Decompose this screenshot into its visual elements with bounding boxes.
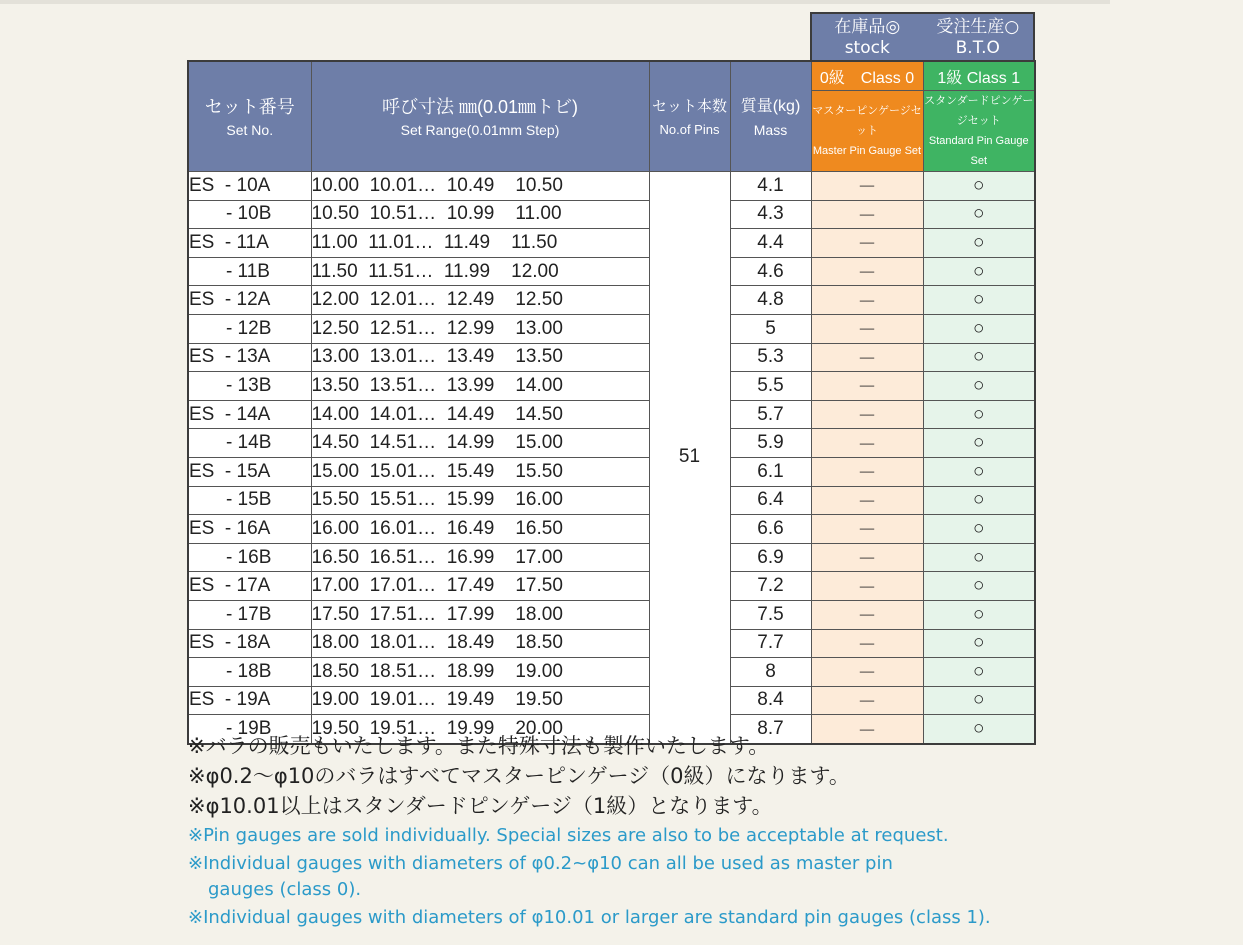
range-cell: 14.50 14.51… 14.99 15.00 [311,429,649,458]
range-cell: 12.50 12.51… 12.99 13.00 [311,314,649,343]
mass-cell: 4.6 [730,257,811,286]
class0-availability-cell: － [811,658,923,687]
table-row [188,572,1035,601]
col-header-class0: 0級 Class 0 [811,61,923,91]
note-en-3: ※Individual gauges with diameters of φ10.01 or larger are standard pin gauges (class 1). [188,907,991,928]
table-row [188,658,1035,687]
range-cell: 11.00 11.01… 11.49 11.50 [311,229,649,258]
mass-cell: 7.7 [730,629,811,658]
range-cell: 17.00 17.01… 17.49 17.50 [311,572,649,601]
class0-availability-cell: － [811,314,923,343]
mass-cell: 5.7 [730,400,811,429]
class1-availability-cell: ○ [923,343,1035,372]
set-no-cell: ES - 11A [188,229,311,258]
col-header-pins: セット本数 No.of Pins [649,61,730,172]
mass-cell: 7.2 [730,572,811,601]
set-no-cell: ES - 10A [188,172,311,201]
class0-availability-cell: － [811,343,923,372]
class1-availability-cell: ○ [923,600,1035,629]
table-row [188,200,1035,229]
availability-header [810,12,1035,60]
set-no-cell: - 15B [188,486,311,515]
set-no-cell: ES - 13A [188,343,311,372]
class1-availability-cell: ○ [923,286,1035,315]
range-cell: 13.00 13.01… 13.49 13.50 [311,343,649,372]
set-no-cell: ES - 14A [188,400,311,429]
mass-cell: 8 [730,658,811,687]
class1-availability-cell: ○ [923,172,1035,201]
mass-cell: 4.8 [730,286,811,315]
set-no-cell: - 17B [188,600,311,629]
class0-availability-cell: － [811,600,923,629]
class0-availability-cell: － [811,372,923,401]
class0-availability-cell: － [811,229,923,258]
bto-label: 受注生産○ B.T.O [936,17,1020,58]
class1-availability-cell: ○ [923,572,1035,601]
table-row [188,486,1035,515]
class1-availability-cell: ○ [923,457,1035,486]
table-row [188,429,1035,458]
set-no-cell: - 14B [188,429,311,458]
class1-availability-cell: ○ [923,629,1035,658]
col-header-set-no: セット番号 Set No. [188,61,311,172]
class0-availability-cell: － [811,172,923,201]
notes [188,731,1038,931]
table-row [188,686,1035,715]
range-cell: 11.50 11.51… 11.99 12.00 [311,257,649,286]
table-row [188,400,1035,429]
set-no-cell: - 11B [188,257,311,286]
class1-availability-cell: ○ [923,314,1035,343]
pin-gauge-set-table [187,60,1036,745]
note-en-1: ※Pin gauges are sold individually. Special sizes are also to be acceptable at request. [188,825,949,846]
class1-availability-cell: ○ [923,715,1035,744]
range-cell: 18.00 18.01… 18.49 18.50 [311,629,649,658]
class0-availability-cell: － [811,486,923,515]
col-header-range: 呼び寸法 ㎜(0.01㎜トビ) Set Range(0.01mm Step) [311,61,649,172]
class1-availability-cell: ○ [923,229,1035,258]
table-row [188,372,1035,401]
mass-cell: 5 [730,314,811,343]
class0-availability-cell: － [811,200,923,229]
set-no-cell: ES - 12A [188,286,311,315]
class1-availability-cell: ○ [923,486,1035,515]
range-cell: 19.00 19.01… 19.49 19.50 [311,686,649,715]
mass-cell: 6.4 [730,486,811,515]
set-no-cell: ES - 16A [188,515,311,544]
col-header-class1: 1級 Class 1 [923,61,1035,91]
class0-availability-cell: － [811,715,923,744]
class1-availability-cell: ○ [923,658,1035,687]
set-no-cell: ES - 17A [188,572,311,601]
mass-cell: 6.1 [730,457,811,486]
col-header-mass: 質量(kg) Mass [730,61,811,172]
mass-cell: 4.1 [730,172,811,201]
set-no-cell: - 18B [188,658,311,687]
class0-availability-cell: － [811,629,923,658]
set-no-cell: ES - 19A [188,686,311,715]
class0-availability-cell: － [811,457,923,486]
mass-cell: 4.4 [730,229,811,258]
stock-label: 在庫品◎ stock [834,17,901,58]
table-row [188,515,1035,544]
pins-count-cell: 51 [649,172,730,744]
class1-availability-cell: ○ [923,515,1035,544]
class0-availability-cell: － [811,686,923,715]
class1-availability-cell: ○ [923,400,1035,429]
range-cell: 17.50 17.51… 17.99 18.00 [311,600,649,629]
set-no-cell: - 19B [188,715,311,744]
set-no-cell: - 16B [188,543,311,572]
mass-cell: 5.5 [730,372,811,401]
range-cell: 16.50 16.51… 16.99 17.00 [311,543,649,572]
class1-availability-cell: ○ [923,543,1035,572]
table-row [188,314,1035,343]
table-row [188,286,1035,315]
mass-cell: 4.3 [730,200,811,229]
range-cell: 15.50 15.51… 15.99 16.00 [311,486,649,515]
range-cell: 12.00 12.01… 12.49 12.50 [311,286,649,315]
class1-availability-cell: ○ [923,200,1035,229]
class0-availability-cell: － [811,429,923,458]
note-jp-2: ※φ0.2～φ10のバラはすべてマスターピンゲージ（0級）になります。 [188,764,850,788]
set-no-cell: - 10B [188,200,311,229]
table-row [188,343,1035,372]
mass-cell: 5.9 [730,429,811,458]
range-cell: 19.50 19.51… 19.99 20.00 [311,715,649,744]
class0-availability-cell: － [811,572,923,601]
table-row [188,543,1035,572]
mass-cell: 6.9 [730,543,811,572]
class0-availability-cell: － [811,286,923,315]
class1-availability-cell: ○ [923,429,1035,458]
range-cell: 14.00 14.01… 14.49 14.50 [311,400,649,429]
table-row [188,229,1035,258]
range-cell: 10.00 10.01… 10.49 10.50 [311,172,649,201]
class1-availability-cell: ○ [923,686,1035,715]
mass-cell: 7.5 [730,600,811,629]
table-row [188,457,1035,486]
range-cell: 13.50 13.51… 13.99 14.00 [311,372,649,401]
note-jp-3: ※φ10.01以上はスタンダードピンゲージ（1級）となります。 [188,794,773,818]
set-no-cell: ES - 18A [188,629,311,658]
range-cell: 10.50 10.51… 10.99 11.00 [311,200,649,229]
table-row [188,629,1035,658]
set-no-cell: - 12B [188,314,311,343]
class0-availability-cell: － [811,515,923,544]
range-cell: 15.00 15.01… 15.49 15.50 [311,457,649,486]
set-no-cell: - 13B [188,372,311,401]
class1-subheader: スタンダードピンゲージセット Standard Pin Gauge Set [923,91,1035,172]
mass-cell: 8.7 [730,715,811,744]
table-row [188,600,1035,629]
set-no-cell: ES - 15A [188,457,311,486]
range-cell: 18.50 18.51… 18.99 19.00 [311,658,649,687]
note-en-2: ※Individual gauges with diameters of φ0.2~φ10 can all be used as master pin [188,853,893,874]
mass-cell: 8.4 [730,686,811,715]
mass-cell: 6.6 [730,515,811,544]
table-row [188,172,1035,201]
table-row [188,257,1035,286]
note-en-2-cont: gauges (class 0). [208,879,362,900]
class1-availability-cell: ○ [923,372,1035,401]
class0-availability-cell: － [811,400,923,429]
mass-cell: 5.3 [730,343,811,372]
top-divider [0,0,1110,4]
class0-availability-cell: － [811,257,923,286]
note-jp-1: ※バラの販売もいたします。また特殊寸法も製作いたします。 [188,734,770,758]
range-cell: 16.00 16.01… 16.49 16.50 [311,515,649,544]
class0-subheader: マスターピンゲージセット Master Pin Gauge Set [811,91,923,172]
class1-availability-cell: ○ [923,257,1035,286]
class0-availability-cell: － [811,543,923,572]
